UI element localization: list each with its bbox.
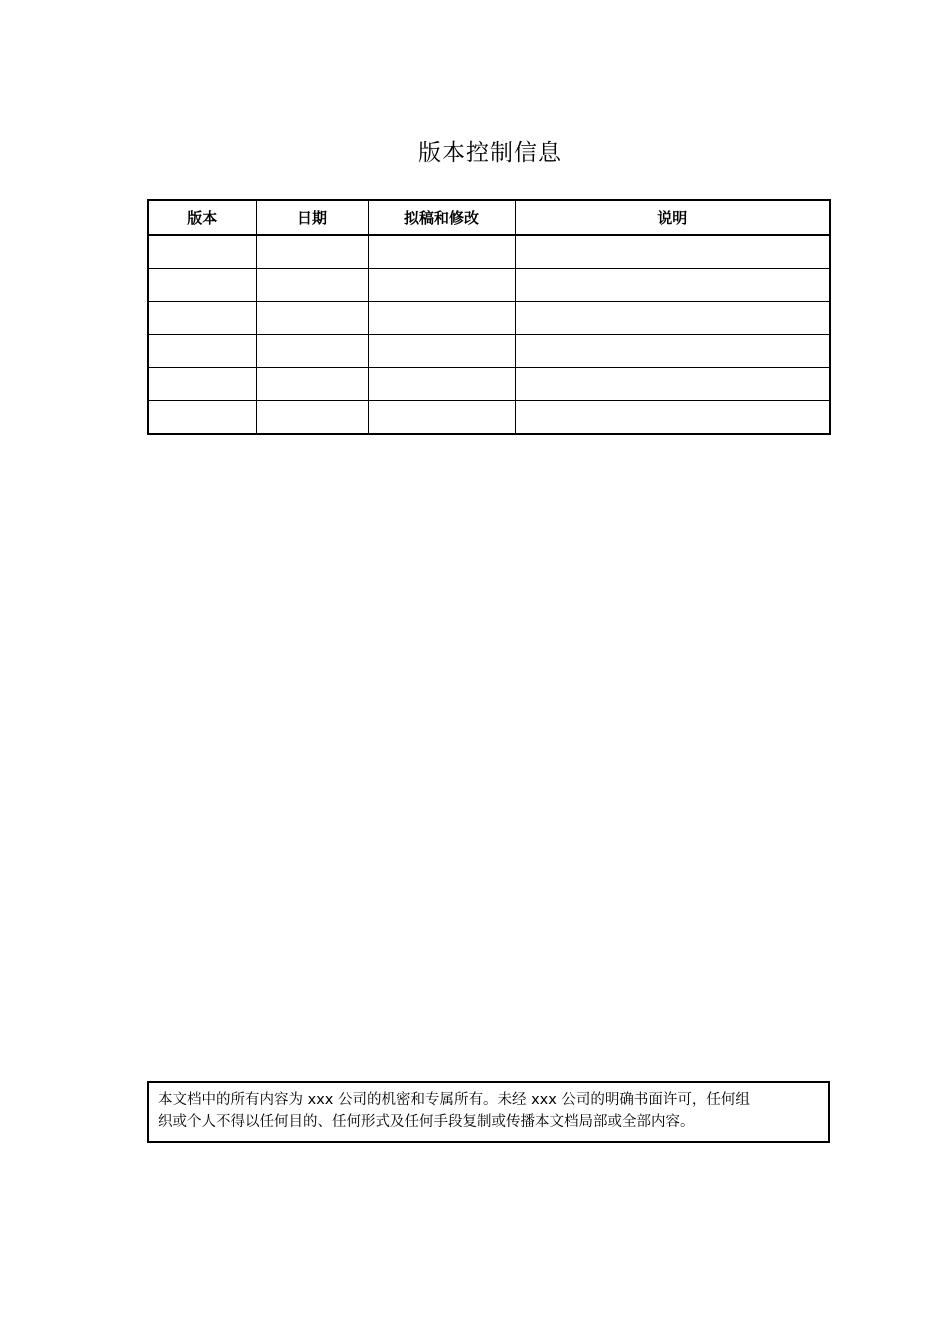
cell-author [368,269,515,302]
cell-version [148,401,256,435]
notice-line-1: 本文档中的所有内容为 xxx 公司的机密和专属所有。未经 xxx 公司的明确书面许可，任何组 [158,1092,750,1108]
header-author: 拟稿和修改 [368,200,515,235]
cell-author [368,302,515,335]
cell-date [256,368,368,401]
cell-date [256,401,368,435]
table-row [148,302,830,335]
cell-version [148,335,256,368]
cell-version [148,269,256,302]
cell-version [148,368,256,401]
cell-author [368,235,515,269]
cell-version [148,302,256,335]
cell-description [515,335,830,368]
table-row [148,235,830,269]
cell-date [256,335,368,368]
table-header-row [148,200,830,235]
header-date: 日期 [256,200,368,235]
cell-author [368,368,515,401]
cell-author [368,335,515,368]
cell-description [515,401,830,435]
table-row [148,335,830,368]
header-description: 说明 [515,200,830,235]
confidentiality-notice [147,1081,830,1143]
cell-description [515,269,830,302]
table-row [148,401,830,435]
cell-description [515,302,830,335]
cell-description [515,235,830,269]
version-control-table [147,199,831,435]
notice-line-2: 织或个人不得以任何目的、任何形式及任何手段复制或传播本文档局部或全部内容。 [158,1114,695,1130]
cell-author [368,401,515,435]
cell-date [256,235,368,269]
header-version: 版本 [148,200,256,235]
cell-description [515,368,830,401]
page-title: 版本控制信息 [418,140,562,166]
table-row [148,269,830,302]
cell-date [256,302,368,335]
table-row [148,368,830,401]
cell-date [256,269,368,302]
cell-version [148,235,256,269]
